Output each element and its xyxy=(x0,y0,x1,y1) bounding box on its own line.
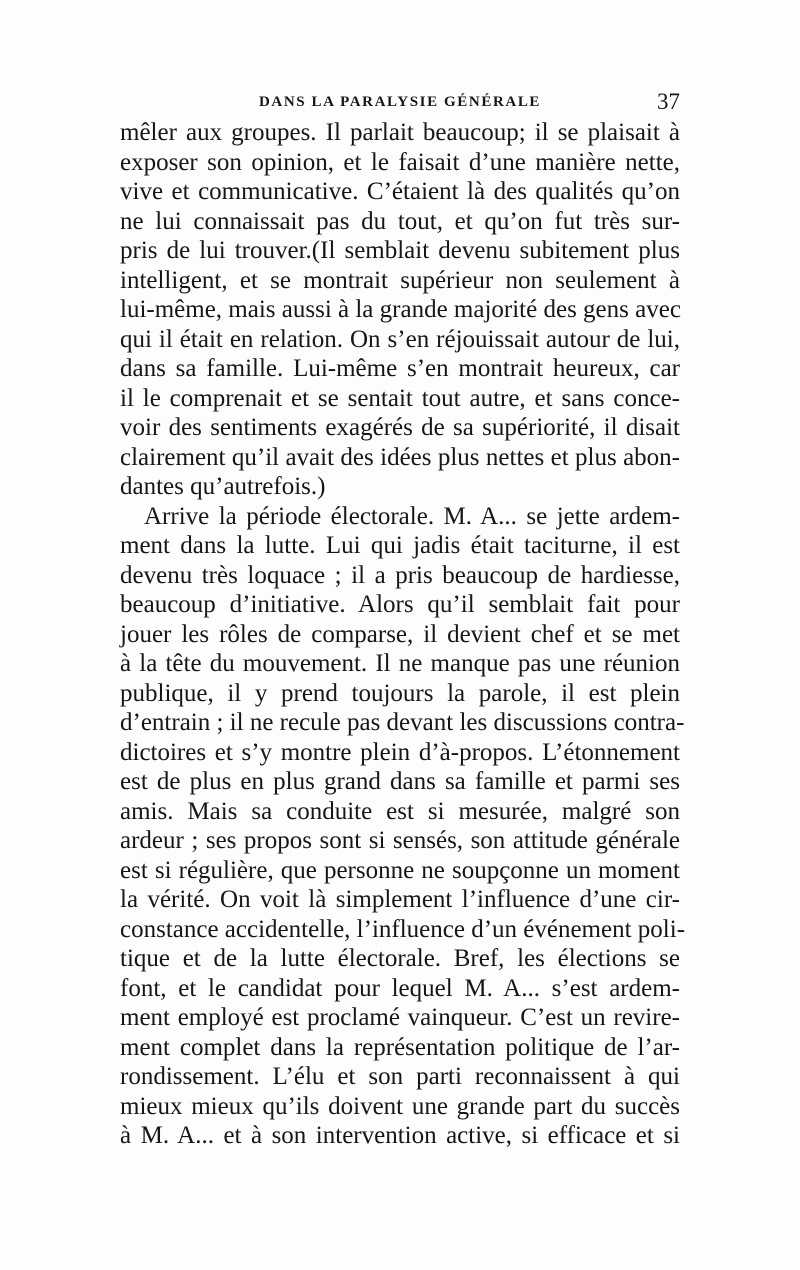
text-line: Arrive la période électorale. M. A... se jette ardem- xyxy=(144,502,680,530)
text-line: jouer les rôles de comparse, il devient chef et se met xyxy=(120,620,680,648)
text-line: rondissement. L’élu et son parti reconnaissent à qui xyxy=(120,1063,680,1090)
text-line: dantes qu’autrefois.) xyxy=(120,473,326,500)
text-line: mieux mieux qu’ils doivent une grande part du succès xyxy=(120,1092,680,1120)
running-header xyxy=(120,89,680,118)
text-line: clairement qu’il avait des idées plus nettes et plus abon- xyxy=(120,443,680,471)
text-line: à la tête du mouvement. Il ne manque pas une réunion xyxy=(120,650,680,677)
text-line: ardeur ; ses propos sont si sensés, son attitude générale xyxy=(120,827,680,854)
text-line: dictoires et s’y montre plein d’à-propos. L’étonnement xyxy=(120,738,680,766)
paragraph-1 xyxy=(120,118,680,502)
text-line: vive et communicative. C’étaient là des qualités qu’on xyxy=(120,178,680,205)
text-line: d’entrain ; il ne recule pas devant les discussions contra- xyxy=(120,709,685,736)
text-line: font, et le candidat pour lequel M. A... s’est ardem- xyxy=(120,974,680,1002)
text-line: exposer son opinion, et le faisait d’une manière nette, xyxy=(120,148,680,176)
text-line: lui-même, mais aussi à la grande majorité des gens avec xyxy=(120,296,681,323)
body-text xyxy=(120,118,686,1151)
text-line: il le comprenait et se sentait tout autre, et sans conce- xyxy=(120,384,680,412)
paragraph-2 xyxy=(120,502,686,1151)
text-line: devenu très loquace ; il a pris beaucoup de hardiesse, xyxy=(120,561,680,589)
text-line: ment complet dans la représentation politique de l’ar- xyxy=(120,1033,680,1061)
text-line: intelligent, et se montrait supérieur non seulement à xyxy=(120,266,680,294)
text-line: tique et de la lutte électorale. Bref, les élections se xyxy=(120,945,680,972)
text-line: est de plus en plus grand dans sa famille et parmi ses xyxy=(120,768,680,795)
text-line: à M. A... et à son intervention active, si efficace et si xyxy=(120,1122,680,1149)
text-line: la vérité. On voit là simplement l’influence d’une cir- xyxy=(120,886,680,913)
text-line: beaucoup d’initiative. Alors qu’il semblait fait pour xyxy=(120,591,680,618)
text-line: mêler aux groupes. Il parlait beaucoup; il se plaisait à xyxy=(120,119,680,146)
running-title: DANS LA PARALYSIE GÉNÉRALE xyxy=(258,94,542,110)
text-line: pris de lui trouver.(Il semblait devenu subitement plus xyxy=(120,237,680,264)
text-line: amis. Mais sa conduite est si mesurée, malgré son xyxy=(120,797,680,825)
text-line: publique, il y prend toujours la parole, il est plein xyxy=(120,679,680,707)
text-line: voir des sentiments exagérés de sa supériorité, il disait xyxy=(120,414,680,441)
text-line: ment employé est proclamé vainqueur. C’est un revire- xyxy=(120,1004,680,1031)
text-line: qui il était en relation. On s’en réjouissait autour de lui, xyxy=(120,325,680,353)
text-line: ment dans la lutte. Lui qui jadis était taciturne, il est xyxy=(120,532,680,559)
text-line: constance accidentelle, l’influence d’un événement poli- xyxy=(120,915,686,943)
text-line: est si régulière, que personne ne soupçonne un moment xyxy=(120,856,680,884)
text-line: ne lui connaissait pas du tout, et qu’on fut très sur- xyxy=(120,207,680,235)
page-number: 37 xyxy=(657,89,680,114)
text-line: dans sa famille. Lui-même s’en montrait heureux, car xyxy=(120,355,680,382)
